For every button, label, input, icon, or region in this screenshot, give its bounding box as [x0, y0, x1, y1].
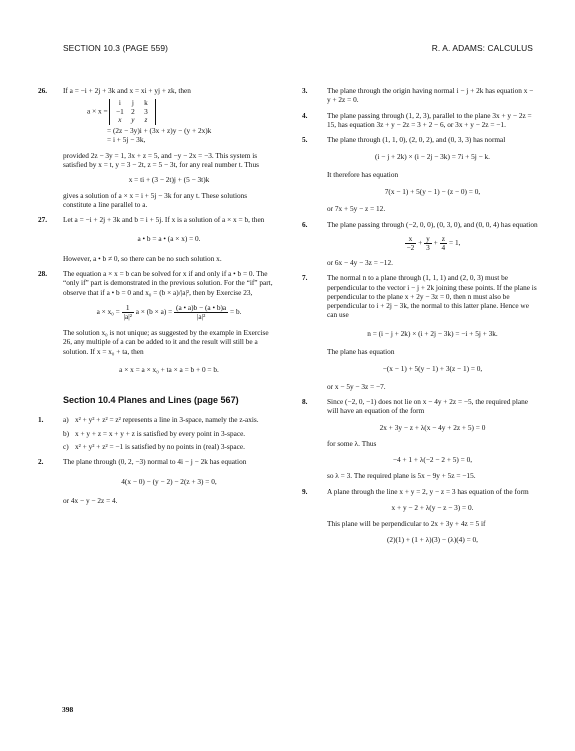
- numerator: (a • a)b − (a • b)a: [176, 302, 227, 312]
- part-label: a): [63, 415, 69, 425]
- equation: x = ti + (3 − 2t)j + (5 − 3t)k: [128, 175, 210, 185]
- exercise-text: gives a solution of a × x = i + 5j − 3k for any t. These solutions constitute a line parallel to a.: [63, 190, 248, 209]
- part-label: b): [63, 428, 70, 438]
- exercise-text: This plane will be perpendicular to 2x + 3y + 4z = 5 if: [327, 519, 486, 529]
- equation: a × x = a × x₀ + ta × a = b + 0 = b.: [119, 364, 219, 374]
- denominator: |a|²: [196, 311, 206, 321]
- numerator: 1: [122, 304, 134, 313]
- fraction: [405, 235, 417, 252]
- det-cell: 2: [131, 106, 135, 116]
- exercise-number: 28.: [38, 269, 48, 279]
- determinant: [109, 99, 156, 125]
- fraction: [440, 235, 448, 252]
- exercise-2: [38, 457, 275, 505]
- right-column: [302, 86, 538, 550]
- part-text: x² + y² + z² = z² represents a line in 3-space, namely the z-axis.: [75, 415, 259, 425]
- exercise-number: 2.: [38, 457, 44, 467]
- exercise-number: 27.: [38, 215, 48, 225]
- exercise-number: 6.: [302, 219, 308, 229]
- exercise-number: 7.: [302, 273, 308, 283]
- exercise-6: [302, 220, 538, 268]
- equation: 7(x − 1) + 5(y − 1) − (z − 0) = 0,: [384, 187, 481, 197]
- eq-part: = 1,: [449, 238, 461, 248]
- exercise-number: 8.: [302, 396, 308, 406]
- part-label: c): [63, 442, 69, 452]
- exercise-text: or x − 5y − 3z = −7.: [327, 381, 386, 391]
- exercise-number: 26.: [38, 86, 48, 95]
- equation-line: = i + 5j − 3k,: [107, 135, 146, 145]
- part-c: [63, 442, 275, 451]
- section-label: SECTION 10.3 (PAGE 559): [63, 43, 169, 53]
- exercise-text: Let a = −i + 2j + 3k and b = i + 5j. If x is a solution of a × x = b, then: [63, 215, 265, 225]
- part-text: x + y + z = x + y + z is satisfied by every point in 3-space.: [75, 428, 246, 438]
- equation: n = (i − j + 2k) × (i + 2j − 3k) = −i + 5j + 3k.: [367, 328, 498, 338]
- det-lhs: a × x =: [87, 106, 108, 116]
- book-title: R. A. ADAMS: CALCULUS: [431, 43, 533, 53]
- exercise-number: 9.: [302, 486, 308, 496]
- denominator: −2: [406, 242, 415, 252]
- exercise-text: The plane passing through (1, 2, 3), parallel to the plane 3x + y − 2z = 15, has equation 3z + y − 2z = 3 + 2 − 6, or 3x + y − 2z = −1.: [327, 110, 532, 129]
- section-heading: Section 10.4 Planes and Lines (page 567): [63, 395, 239, 406]
- determinant-equation: [87, 99, 275, 125]
- eq-part: a × (b × a) =: [135, 307, 173, 317]
- exercise-number: 5.: [302, 135, 308, 145]
- exercise-text: or 6x − 4y − 3z = −12.: [327, 257, 393, 267]
- exercise-5: [302, 135, 538, 213]
- fraction: [122, 304, 134, 321]
- det-cell: x: [118, 115, 122, 125]
- exercise-text: provided 2z − 3y = 1, 3x + z = 5, and −y − 2x = −3. This system is satisfied by x = t, y = 3 − 2t, z = 5 − 3t, for any real number t. Thus: [63, 150, 259, 169]
- exercise-7: [302, 273, 538, 391]
- exercise-4: [302, 111, 538, 130]
- exercise-text: The normal n to a plane through (1, 1, 1) and (2, 0, 3) must be perpendicular to the vector i − j + 2k joining these points. If the plane is perpendicular to the plane x + 2y − 3z = 0, then n must also be perpendicular to i + 2j − 3k, the normal to this latter plane. Hence we can use: [327, 273, 537, 320]
- equation: −(x − 1) + 5(y − 1) + 3(z − 1) = 0,: [382, 364, 483, 374]
- left-column: [38, 86, 275, 511]
- fraction-equation: $\frac{x}{-2}$ + $\frac{y}{3}$ + $\frac{z}{4}$ = 1,: [406, 233, 461, 252]
- numerator: z: [440, 235, 448, 244]
- exercise-text: The solution x₀ is not unique; as suggested by the example in Exercise 26, any multiple of a can be added to it and the result will still be a solution. If x = x₀ + ta, then: [63, 327, 269, 356]
- det-cell: y: [131, 115, 135, 125]
- exercise-number: 3.: [302, 86, 308, 95]
- det-cell: 3: [144, 106, 148, 116]
- eq-part: a × x₀ =: [96, 307, 120, 317]
- running-header: [63, 43, 533, 57]
- exercise-8: [302, 397, 538, 481]
- fraction: [174, 304, 228, 321]
- denominator: |a|²: [123, 311, 132, 321]
- denominator: 3: [426, 242, 430, 252]
- exercise-number: 1.: [38, 415, 44, 425]
- exercise-1: [38, 415, 275, 451]
- exercise-text: or 4x − y − 2z = 4.: [63, 495, 118, 505]
- fraction: [424, 235, 432, 252]
- exercise-text: The plane through the origin having normal i − j + 2k has equation x − y + 2z = 0.: [327, 86, 534, 105]
- exercise-text: If a = −i + 2j + 3k and x = xi + yj + zk, then: [63, 86, 191, 95]
- exercise-text: Since (−2, 0, −1) does not lie on x − 4y + 2z = −5, the required plane will have an equation of the form: [327, 396, 528, 416]
- det-cell: −1: [116, 106, 124, 116]
- numerator: y: [426, 233, 430, 243]
- exercise-text: The plane through (1, 1, 0), (2, 0, 2), and (0, 3, 3) has normal: [327, 135, 506, 145]
- exercise-text: for some λ. Thus: [327, 438, 377, 448]
- equation: (2)(1) + (1 + λ)(3) − (λ)(4) = 0,: [386, 534, 478, 544]
- exercise-26: [38, 86, 275, 209]
- exercise-number: 4.: [302, 110, 308, 120]
- exercise-9: [302, 487, 538, 544]
- exercise-text: The plane through (0, 2, −3) normal to 4i − j − 2k has equation: [63, 457, 247, 467]
- exercise-text: A plane through the line x + y = 2, y − z = 3 has equation of the form: [327, 486, 529, 496]
- exercise-text: The equation a × x = b can be solved for x if and only if a • b = 0. The “only if” part is demonstrated in the previous solution. For the “if” part, observe that if a • b = 0 and x₀ = (b × a)/|a|², then by Exercise 23,: [63, 269, 273, 297]
- det-cell: i: [118, 98, 121, 108]
- page-number: 398: [62, 705, 74, 714]
- det-cell: j: [131, 98, 134, 108]
- part-b: [63, 429, 275, 438]
- exercise-text: or 7x + 5y − z = 12.: [327, 204, 386, 214]
- det-cell: k: [144, 98, 148, 108]
- denominator: 4: [441, 242, 446, 252]
- equation: −4 + 1 + λ(−2 − 2 + 5) = 0,: [392, 455, 473, 465]
- exercise-text: It therefore has equation: [327, 169, 399, 179]
- exercise-text: The plane passing through (−2, 0, 0), (0, 3, 0), and (0, 0, 4) has equation: [327, 219, 538, 229]
- equation: a • b = a • (a × x) = 0.: [137, 234, 201, 244]
- fraction-equation: [63, 304, 275, 321]
- exercise-27: [38, 215, 275, 263]
- equation: 2x + 3y − z + λ(x − 4y + 2z + 5) = 0: [379, 422, 486, 432]
- part-a: [63, 415, 275, 424]
- equation: (i − j + 2k) × (i − 2j − 3k) = 7i + 5j − k.: [374, 152, 490, 162]
- exercise-text: The plane has equation: [327, 347, 395, 357]
- det-cell: z: [144, 115, 148, 125]
- exercise-text: However, a • b ≠ 0, so there can be no such solution x.: [63, 253, 222, 263]
- numerator: x: [405, 235, 417, 244]
- exercise-text: so λ = 3. The required plane is 5x − 9y + 5z = −15.: [327, 471, 476, 481]
- equation-line: = (2z − 3y)i + (3x + z)y − (y + 2x)k: [107, 126, 212, 136]
- exercise-28: [38, 269, 275, 374]
- exercise-3: [302, 86, 538, 105]
- equation: x + y − 2 + λ(y − z − 3) = 0.: [391, 503, 474, 513]
- eq-part: = b.: [230, 307, 242, 317]
- equation: 4(x − 0) − (y − 2) − 2(z + 3) = 0,: [121, 476, 217, 486]
- part-text: x² + y² + z² = −1 is satisfied by no points in (real) 3-space.: [75, 442, 245, 452]
